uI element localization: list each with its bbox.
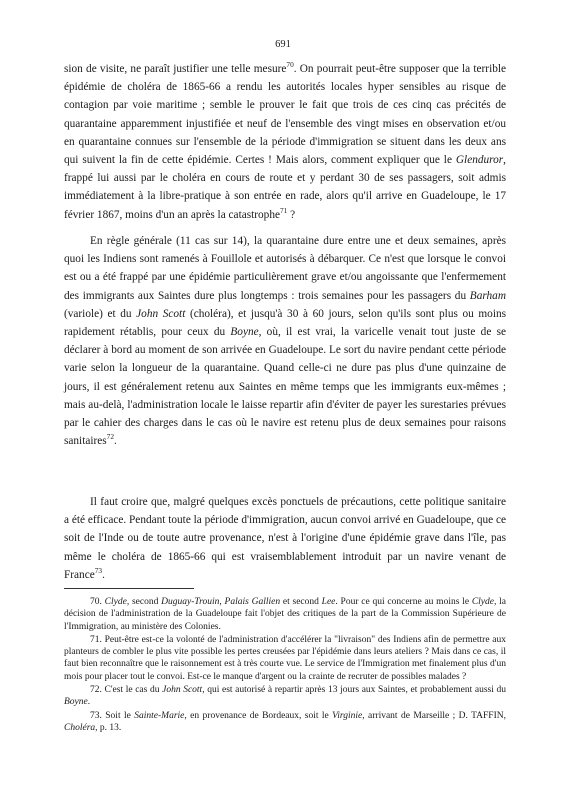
- page-number: 691: [275, 39, 291, 50]
- footnote-ref-71[interactable]: 71: [279, 205, 288, 215]
- paragraph-1: sion de visite, ne paraît justifier une telle mesure$^{70}$. On pourrait peut-être supposer que la terrible épidémie de choléra de 1865-66 a rendu les autorités locales hyper sensibles au risque de contagion par voie maritime ; semble le prouver le fait que trois de ces cinq cas précités de quarantaine apparemment injustifiée et neuf de l'ensemble des vingt mises en observation et/ou en quarantaine connues sur l'ensemble de la période d'immigration se situent dans les deux ans qui suivent la fin de cette épidémie. Certes ! Mais alors, comment expliquer que le Glenduror, frappé lui aussi par le choléra en cours de route et y perdant 30 de ses passagers, soit admis immédiatement à la libre-pratique à son entrée en rade, alors qu'il arrive en Guadeloupe, le 17 février 1867, moins d'un an après la catastrophe$^{71}$ ?: [64, 60, 507, 221]
- footnote-70: 70. Clyde, second Duguay-Trouin, Palais Gallien et second Lee. Pour ce qui concerne au moins le Clyde, la décision de l'administration de la Guadeloupe fait l'objet des critiques de la part de la Commission Supérieure de l'Immigration, au ministère des Colonies.: [64, 597, 507, 632]
- footnote-73: 73. Soit le Sainte-Marie, en provenance de Bordeaux, soit le Virginie, arrivant de Marseille ; D. TAFFIN, Choléra, p. 13.: [64, 710, 506, 733]
- footnote-ref-73[interactable]: 73: [94, 566, 103, 576]
- footnote-ref-70[interactable]: 70: [286, 60, 294, 70]
- footnote-72: 72. C'est le cas du John Scott, qui est autorisé à repartir après 13 jours aux Saintes, et probablement aussi du Boyne.: [64, 685, 506, 708]
- paragraph-2: En règle générale (11 cas sur 14), la quarantaine dure entre une et deux semaines, après quoi les Indiens sont ramenés à Fouillole et autorisés à débarquer. Ce n'est que lorsque le convoi est ou a été frappé par une épidémie particulièrement grave et/ou angoissante que l'enfermement des immigrants aux Saintes dure plus longtemps : trois semaines pour les passagers du Barham (variole) et du John Scott (choléra), et jusqu'à 30 à 60 jours, selon qu'ils sont plus ou moins rapidement rétablis, pour ceux du Boyne, où, il est vrai, la varicelle venait tout juste de se déclarer à bord au moment de son arrivée en Guadeloupe. Le sort du navire pendant cette période varie selon la longueur de la quarantaine. Quand celle-ci ne dure pas plus d'une quinzaine de jours, il est généralement retenu aux Saintes en même temps que les immigrants eux-mêmes ; mais au-delà, l'administration locale le laisse repartir afin d'éviter de payer les surestaries prévues par le cahier des charges dans le cas où le navire est retenu plus de deux semaines pour raisons sanitaires$^{72}$.: [64, 235, 507, 448]
- footnote-ref-72[interactable]: 72: [106, 432, 114, 442]
- paragraph-3: Il faut croire que, malgré quelques excès ponctuels de précautions, cette politique sanitaire a été efficace. Pendant toute la période d'immigration, aucun convoi arrivé en Guadeloupe, que ce soit de l'Inde ou de toute autre provenance, n'est à l'origine d'une épidémie grave dans l'île, pas même le choléra de 1865-66 qui est vraisemblablement introduit par un navire venant de France$^{73}$.: [64, 496, 506, 581]
- footnote-71: 71. Peut-être est-ce la volonté de l'administration d'accélérer la "livraison" des Indiens afin de permettre aux planteurs de combler le plus vite possible les pertes creusées par l'épidémie dans leurs ateliers ? Mais dans ce cas, il faut bien reconnaître que le raisonnement est à très courte vue. Le service de l'Immigration met finalement plus d'un mois pour placer tout le convoi. Est-ce le manque d'argent ou la crainte de recruter de possibles malades ?: [64, 634, 506, 682]
- footnote-divider: [64, 588, 194, 589]
- footnotes: [64, 596, 506, 735]
